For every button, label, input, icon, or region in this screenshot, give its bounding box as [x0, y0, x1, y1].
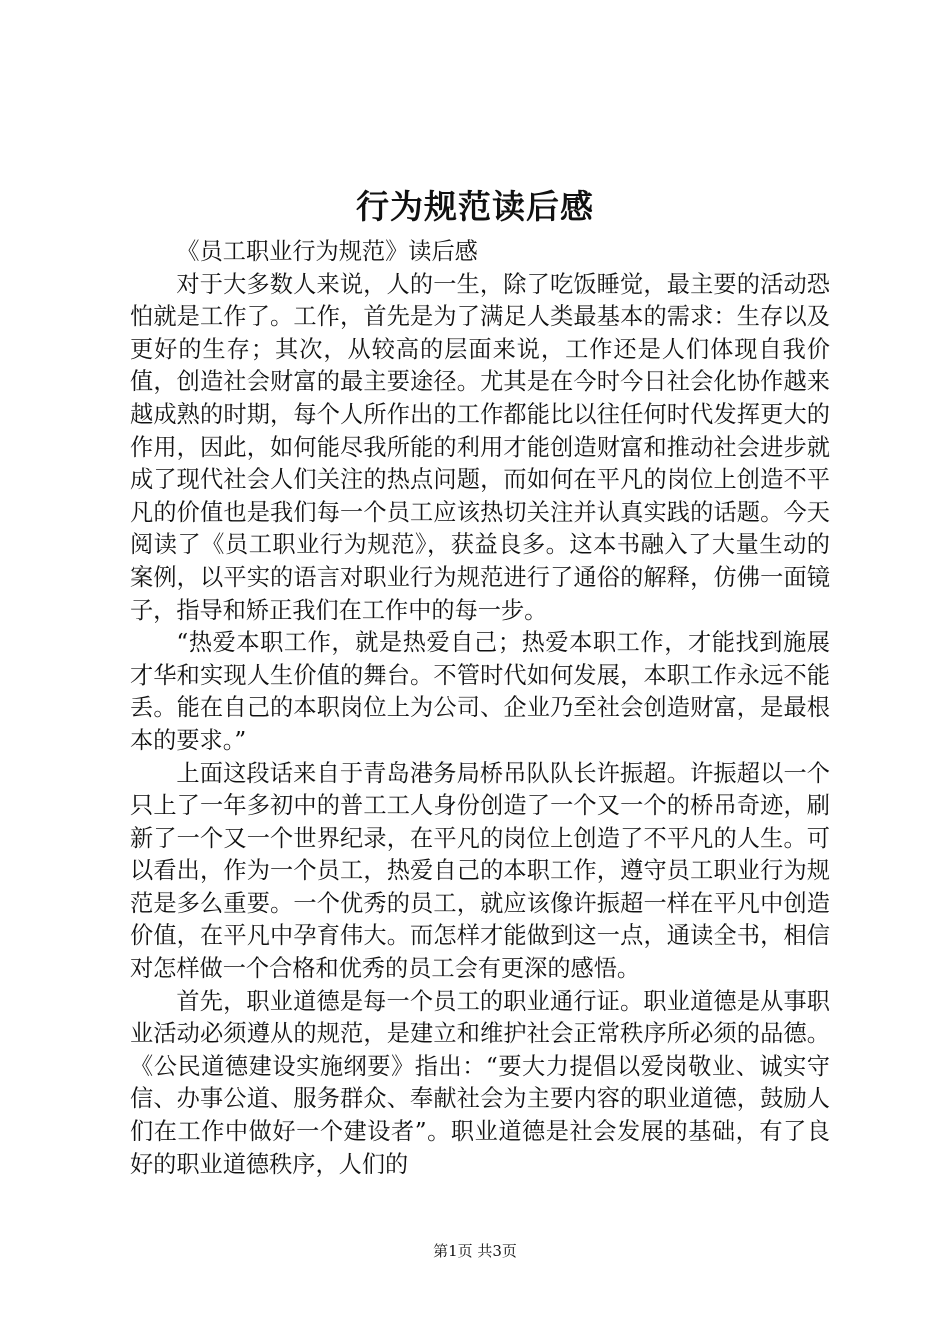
paragraph: 首先，职业道德是每一个员工的职业通行证。职业道德是从事职业活动必须遵从的规范，是建立和维护社会正常秩序所必须的品德。《公民道德建设实施纲要》指出：“要大力提倡以爱岗敬业、诚实守信、办事公道、服务群众、奉献社会为主要内容的职业道德，鼓励人们在工作中做好一个建设者”。职业道德是社会发展的基础，有了良好的职业道德秩序，人们的	[130, 987, 830, 1178]
paragraph: 对于大多数人来说，人的一生，除了吃饭睡觉，最主要的活动恐怕就是工作了。工作，首先是为了满足人类最基本的需求：生存以及更好的生存；其次，从较高的层面来说，工作还是人们体现自我价值，创造社会财富的最主要途径。尤其是在今时今日社会化协作越来越成熟的时期，每个人所作出的工作都能比以往任何时代发挥更大的作用，因此，如何能尽我所能的利用才能创造财富和推动社会进步就成了现代社会人们关注的热点问题，而如何在平凡的岗位上创造不平凡的价值也是我们每一个员工应该热切关注并认真实践的话题。今天阅读了《员工职业行为规范》，获益良多。这本书融入了大量生动的案例，以平实的语言对职业行为规范进行了通俗的解释，仿佛一面镜子，指导和矫正我们在工作中的每一步。	[130, 270, 830, 624]
document-body	[130, 236, 830, 1181]
paragraph-quote: “热爱本职工作，就是热爱自己；热爱本职工作，才能找到施展才华和实现人生价值的舞台。不管时代如何发展，本职工作永远不能丢。能在自己的本职岗位上为公司、企业乃至社会创造财富，是最根本的要求。”	[130, 629, 830, 754]
page-footer: 第1页 共3页	[433, 1242, 517, 1260]
paragraph: 上面这段话来自于青岛港务局桥吊队队长许振超。许振超以一个只上了一年多初中的普工工人身份创造了一个又一个的桥吊奇迹，刷新了一个又一个世界纪录，在平凡的岗位上创造了不平凡的人生。可以看出，作为一个员工，热爱自己的本职工作，遵守员工职业行为规范是多么重要。一个优秀的员工，就应该像许振超一样在平凡中创造价值，在平凡中孕育伟大。而怎样才能做到这一点，通读全书，相信对怎样做一个合格和优秀的员工会有更深的感悟。	[130, 759, 830, 983]
document-title: 行为规范读后感	[356, 187, 594, 226]
paragraph-subtitle: 《员工职业行为规范》读后感	[176, 238, 478, 265]
